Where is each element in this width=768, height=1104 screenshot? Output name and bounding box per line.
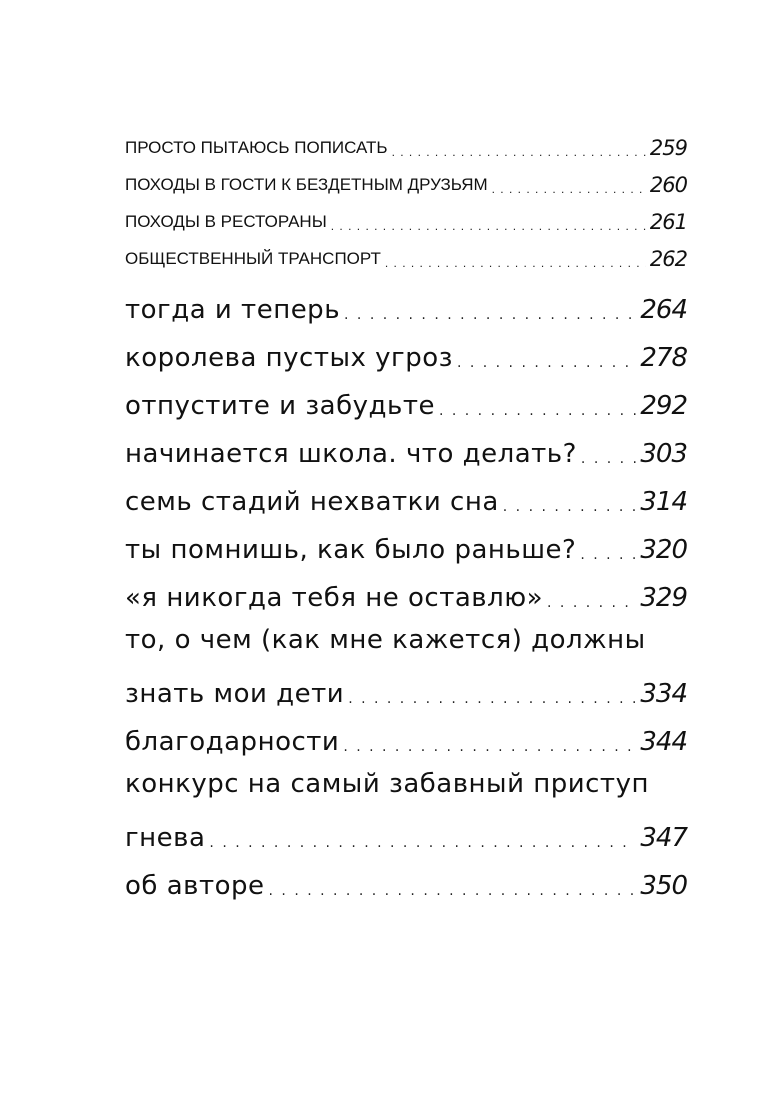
- dot-leader: [343, 732, 636, 762]
- toc-entry-multiline: [125, 762, 687, 858]
- toc-entry-title: тогда и теперь: [125, 295, 341, 325]
- toc-entry: [125, 570, 687, 618]
- toc-entry-title: отпустите и забудьте: [125, 391, 435, 421]
- toc-entry: [125, 282, 687, 330]
- toc-entry: [125, 126, 687, 163]
- dot-leader: [580, 540, 636, 570]
- toc-entry-title: королева пустых угроз: [125, 343, 453, 373]
- toc-entry-page: 292: [640, 391, 687, 421]
- toc-entry-page: 350: [640, 871, 687, 901]
- dot-leader: [331, 215, 646, 237]
- toc-entry: [125, 666, 687, 714]
- toc-entry-page: 329: [640, 583, 687, 613]
- dot-leader: [457, 348, 636, 378]
- toc-entry-title: благодарности: [125, 727, 340, 757]
- toc-entry: [125, 810, 687, 858]
- table-of-contents: [125, 126, 687, 906]
- dot-leader: [269, 876, 637, 906]
- toc-entry: [125, 714, 687, 762]
- toc-entry-page: 344: [640, 727, 687, 757]
- toc-entry-page: 261: [649, 210, 687, 234]
- toc-entry: [125, 237, 687, 274]
- toc-entry-page: 314: [640, 487, 687, 517]
- dot-leader: [439, 396, 636, 426]
- toc-entry: [125, 163, 687, 200]
- dot-leader: [503, 492, 637, 522]
- toc-entry-page: 334: [640, 679, 687, 709]
- toc-entry-title: ОБЩЕСТВЕННЫЙ ТРАНСПОРТ: [125, 249, 381, 268]
- toc-entry-title: «я никогда тебя не оставлю»: [125, 583, 544, 613]
- toc-entry-page: 260: [649, 173, 687, 197]
- toc-entry: [125, 378, 687, 426]
- toc-entry-page: 303: [640, 439, 687, 469]
- toc-entry-title: начинается школа. что делать?: [125, 439, 577, 469]
- toc-entry-title: ПОХОДЫ В ГОСТИ К БЕЗДЕТНЫМ ДРУЗЬЯМ: [125, 175, 488, 194]
- dot-leader: [209, 828, 636, 858]
- toc-entry-title: ПОХОДЫ В РЕСТОРАНЫ: [125, 212, 327, 231]
- toc-entry-title-line1: конкурс на самый забавный приступ: [125, 769, 649, 799]
- toc-entry-title: ты помнишь, как было раньше?: [125, 535, 577, 565]
- toc-entry-page: 262: [649, 247, 687, 271]
- toc-entry-page: 320: [640, 535, 687, 565]
- toc-entry: [125, 522, 687, 570]
- toc-entry: [125, 474, 687, 522]
- dot-leader: [348, 684, 636, 714]
- toc-entry-title: гнева: [125, 823, 206, 853]
- toc-entry-title: семь стадий нехватки сна: [125, 487, 499, 517]
- dot-leader: [392, 141, 646, 163]
- toc-entry-title: ПРОСТО ПЫТАЮСЬ ПОПИСАТЬ: [125, 138, 388, 157]
- toc-entry-page: 264: [640, 295, 687, 325]
- toc-entry: [125, 858, 687, 906]
- spacer: [125, 274, 687, 282]
- toc-entry-title: об авторе: [125, 871, 265, 901]
- toc-entry-page: 347: [640, 823, 687, 853]
- dot-leader: [492, 178, 646, 200]
- dot-leader: [547, 588, 636, 618]
- toc-entry-title: знать мои дети: [125, 679, 345, 709]
- toc-entry-title-line1: то, о чем (как мне кажется) должны: [125, 625, 646, 655]
- toc-entry: [125, 200, 687, 237]
- dot-leader: [385, 252, 646, 274]
- dot-leader: [581, 444, 636, 474]
- toc-entry-multiline: [125, 618, 687, 714]
- dot-leader: [344, 300, 636, 330]
- toc-entry-page: 278: [640, 343, 687, 373]
- toc-entry-page: 259: [649, 136, 687, 160]
- toc-entry: [125, 426, 687, 474]
- toc-entry: [125, 330, 687, 378]
